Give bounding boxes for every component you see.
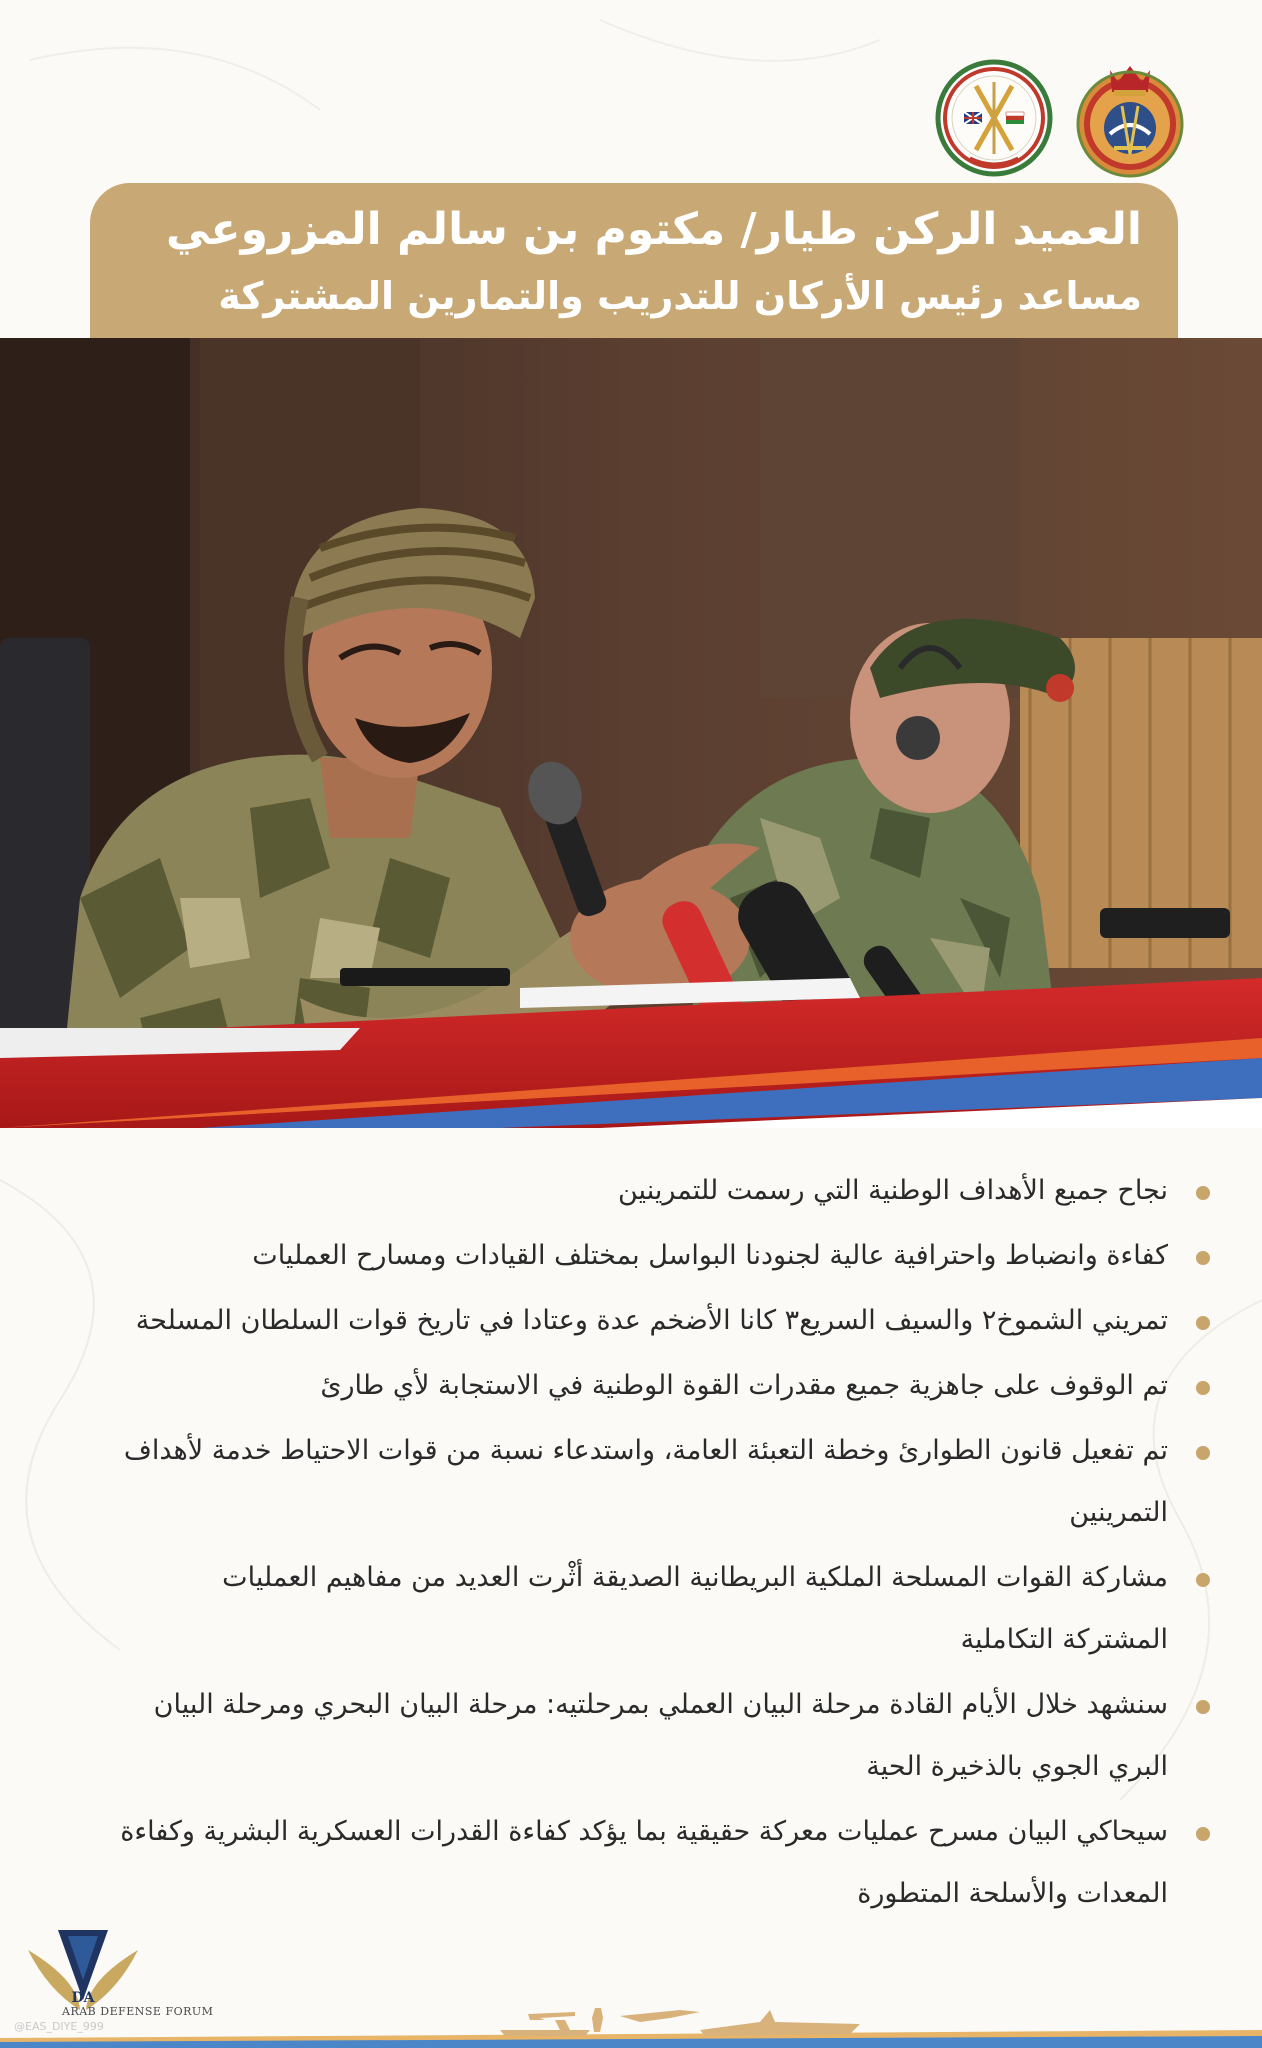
bullet-dot-icon [1196,1446,1210,1460]
bullet-dot-icon [1196,1700,1210,1714]
page-subtitle: مساعد رئيس الأركان للتدريب والتمارين المشتركة [218,274,1142,318]
emblem-crest-icon [1070,58,1190,178]
military-silhouettes-icon [500,2008,860,2036]
page-title: العميد الركن طيار/ مكتوم بن سالم المزروعي [166,204,1142,255]
bullet-dot-icon [1196,1381,1210,1395]
watermark-handle: @EAS_DIYE_999 [14,2020,104,2033]
list-item: مشاركة القوات المسلحة الملكية البريطانية الصديقة أثْرت العديد من مفاهيم العمليات المشتركة التكاملية [110,1547,1210,1671]
bullet-dot-icon [1196,1316,1210,1330]
list-item: تم الوقوف على جاهزية جميع مقدرات القوة الوطنية في الاستجابة لأي طارئ [110,1355,1210,1417]
list-item: كفاءة وانضباط واحترافية عالية لجنودنا البواسل بمختلف القيادات ومسارح العمليات [110,1225,1210,1287]
exercise-badge-icon [934,58,1054,178]
press-conference-photo [0,338,1262,1128]
list-item: نجاح جميع الأهداف الوطنية التي رسمت للتمرينين [110,1160,1210,1222]
svg-text:DA: DA [71,1990,95,2006]
bullet-dot-icon [1196,1573,1210,1587]
bullet-dot-icon [1196,1827,1210,1841]
list-item: سنشهد خلال الأيام القادة مرحلة البيان العملي بمرحلتيه: مرحلة البيان البحري ومرحلة البيان البري الجوي بالذخيرة الحية [110,1674,1210,1798]
bullet-dot-icon [1196,1186,1210,1200]
list-item: سيحاكي البيان مسرح عمليات معركة حقيقية بما يؤكد كفاءة القدرات العسكرية البشرية وكفاءة المعدات والأسلحة المتطورة [110,1801,1210,1925]
footer-strip [0,1990,1262,2048]
list-item: تم تفعيل قانون الطوارئ وخطة التعبئة العامة، واستدعاء نسبة من قوات الاحتياط خدمة لأهداف التمرينين [110,1420,1210,1544]
key-points-list [110,1160,1210,1928]
watermark-brand: ARAB DEFENSE FORUM [62,2005,214,2018]
list-item: تمريني الشموخ٢ والسيف السريع٣ كانا الأضخم عدة وعتادا في تاريخ قوات السلطان المسلحة [110,1290,1210,1352]
bullet-dot-icon [1196,1251,1210,1265]
